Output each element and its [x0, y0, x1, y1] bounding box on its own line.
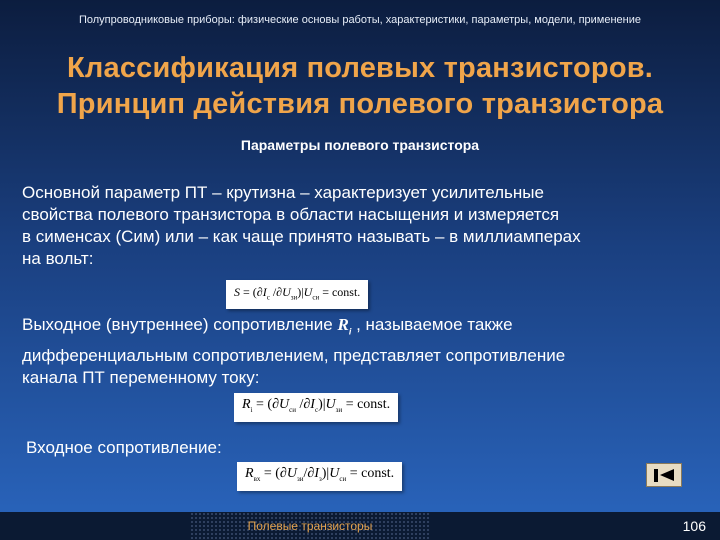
go-to-first-slide-button[interactable]	[646, 463, 682, 487]
main-paragraph-line-2: свойства полевого транзистора в области насыщения и измеряется	[22, 205, 560, 224]
main-paragraph-line-4: на вольт:	[22, 249, 94, 268]
main-paragraph-line-3: в сименсах (Сим) или – как чаще принято называть – в миллиамперах	[22, 227, 581, 246]
formula-input-resistance: $R_{вх} = (\partial U_{зи}/\partial I_з)|U_{си}$ = const.	[237, 462, 402, 491]
slide-subtitle: Параметры полевого транзистора	[240, 137, 480, 153]
output-paragraph-line-3: канала ПТ переменному току:	[22, 368, 260, 388]
slide-title-line-1: Классификация полевых транзисторов.	[66, 52, 654, 84]
page-number: 106	[682, 518, 706, 534]
slide-title-line-2: Принцип действия полевого транзистора	[56, 88, 664, 120]
formula-transconductance: $S = (\partial I_с$ $/\partial U_{зи})|U_{си}$ = const.	[226, 280, 368, 309]
slide-title	[0, 50, 720, 122]
output-paragraph-line-2: дифференциальным сопротивлением, представляет сопротивление	[22, 346, 566, 366]
presentation-header: Полупроводниковые приборы: физические основы работы, характеристики, параметры, модели, применение	[78, 14, 642, 26]
main-paragraph-line-1: Основной параметр ПТ – крутизна – характеризует усилительные	[22, 183, 544, 202]
slide-footer	[0, 512, 720, 540]
footer-section-title: Полевые транзисторы	[190, 512, 430, 540]
output-resistance-paragraph	[22, 314, 565, 389]
main-parameter-paragraph	[22, 182, 581, 270]
formula-output-resistance: $R_i = (\partial U_{си}$ $/\partial I_с)|U_{зи}$ = const.	[234, 393, 398, 422]
input-resistance-label: Входное сопротивление:	[26, 438, 222, 457]
output-paragraph-line-1: Выходное (внутреннее) сопротивление $R_i$ , называемое также	[22, 315, 513, 337]
